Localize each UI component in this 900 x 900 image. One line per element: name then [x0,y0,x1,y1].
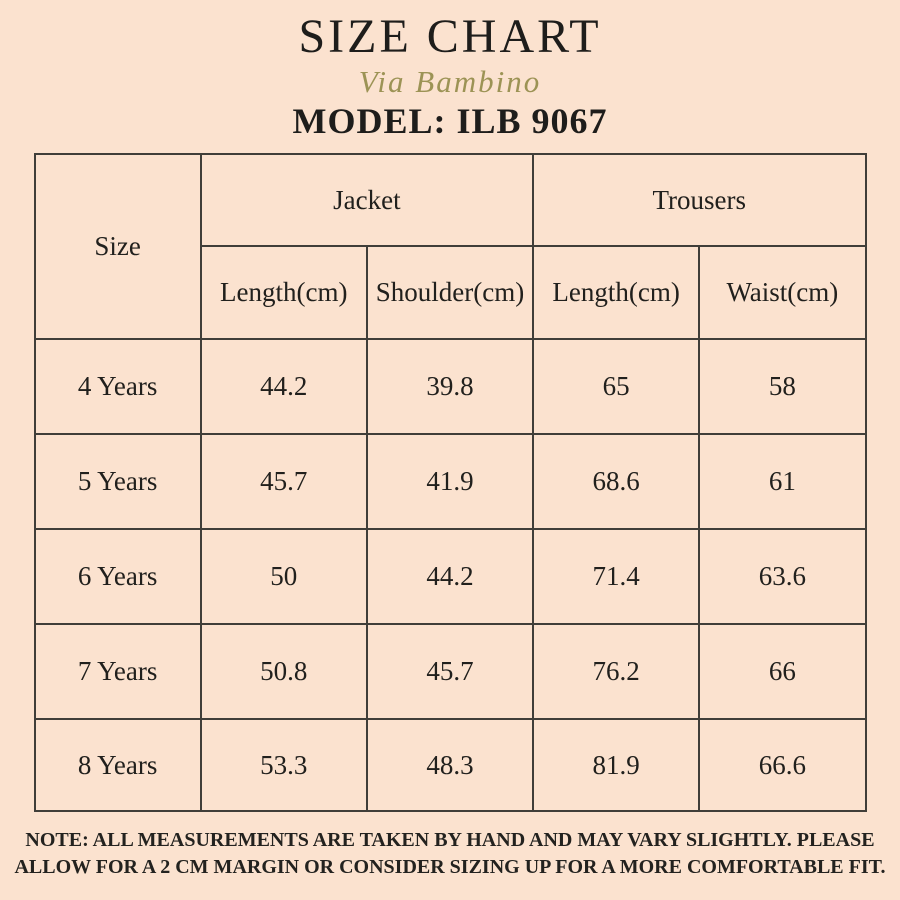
jacket-length-value: 44.2 [201,339,367,434]
trousers-group-header: Trousers [533,154,865,246]
trousers-length-value: 68.6 [533,434,699,529]
size-chart-table [34,153,867,812]
jacket-length-header: Length(cm) [201,246,367,339]
size-label: 7 Years [35,624,201,719]
size-label: 6 Years [35,529,201,624]
trousers-length-value: 76.2 [533,624,699,719]
trousers-waist-value: 63.6 [699,529,865,624]
trousers-waist-value: 66.6 [699,719,865,811]
trousers-waist-header: Waist(cm) [699,246,865,339]
table-row [35,529,866,624]
table-row [35,624,866,719]
trousers-length-value: 71.4 [533,529,699,624]
jacket-shoulder-value: 39.8 [367,339,533,434]
note-line-2: ALLOW FOR A 2 CM MARGIN OR CONSIDER SIZING UP FOR A MORE COMFORTABLE FIT. [14,856,886,878]
note-line-1: NOTE: ALL MEASUREMENTS ARE TAKEN BY HAND AND MAY VARY SLIGHTLY. PLEASE [25,829,875,851]
jacket-shoulder-header: Shoulder(cm) [367,246,533,339]
table-group-header-row [35,154,866,246]
model-number: MODEL: ILB 9067 [292,101,608,141]
trousers-waist-value: 66 [699,624,865,719]
trousers-length-header: Length(cm) [533,246,699,339]
page-title: SIZE CHART [298,10,602,63]
jacket-length-value: 50 [201,529,367,624]
size-label: 4 Years [35,339,201,434]
table-row [35,434,866,529]
jacket-shoulder-value: 44.2 [367,529,533,624]
size-label: 5 Years [35,434,201,529]
jacket-shoulder-value: 41.9 [367,434,533,529]
jacket-length-value: 53.3 [201,719,367,811]
trousers-waist-value: 58 [699,339,865,434]
trousers-waist-value: 61 [699,434,865,529]
jacket-shoulder-value: 48.3 [367,719,533,811]
jacket-length-value: 50.8 [201,624,367,719]
brand-logo-text: Via Bambino [358,64,542,99]
jacket-shoulder-value: 45.7 [367,624,533,719]
measurement-note [0,827,900,881]
size-column-header: Size [35,154,201,339]
trousers-length-value: 65 [533,339,699,434]
table-row [35,719,866,811]
jacket-length-value: 45.7 [201,434,367,529]
trousers-length-value: 81.9 [533,719,699,811]
table-row [35,339,866,434]
size-label: 8 Years [35,719,201,811]
jacket-group-header: Jacket [201,154,533,246]
